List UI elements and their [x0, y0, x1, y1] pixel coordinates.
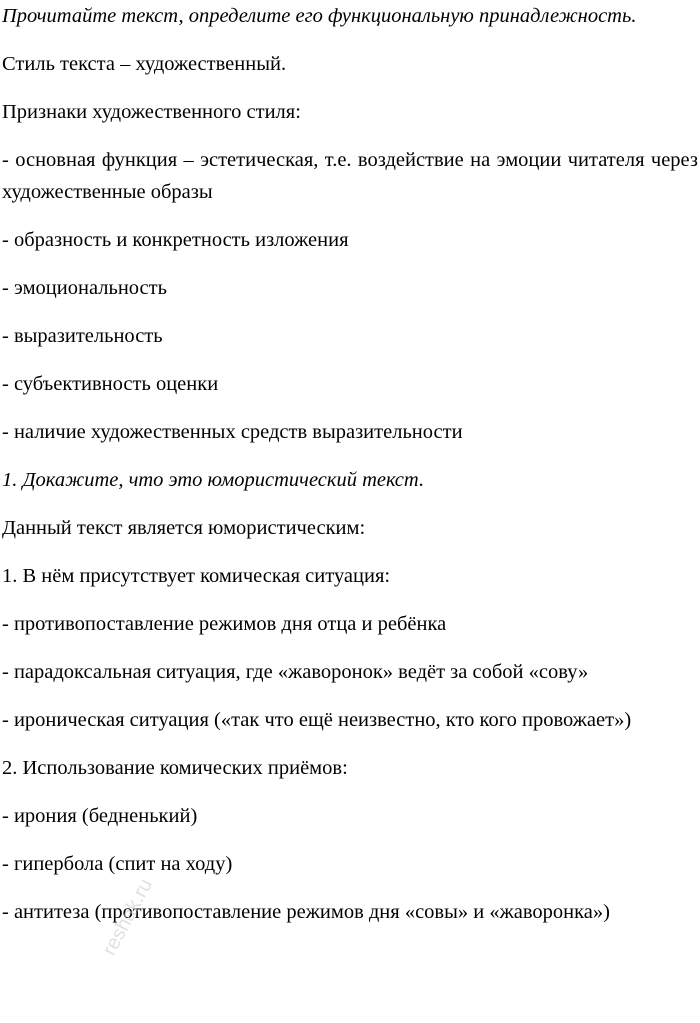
situation-item: - ироническая ситуация («так что ещё неизвестно, кто кого провожает»): [2, 709, 632, 731]
feature-item: - выразительность: [2, 325, 163, 347]
feature-item: - субъективность оценки: [2, 373, 219, 395]
feature-item: - эмоциональность: [2, 277, 167, 299]
style-features-heading: Признаки художественного стиля:: [2, 101, 301, 123]
document-body: [2, 0, 698, 944]
task-instruction: Прочитайте текст, определите его функциональную принадлежность.: [2, 5, 637, 27]
question-1: 1. Докажите, что это юмористический текст.: [2, 469, 425, 491]
technique-item: - ирония (бедненький): [2, 805, 198, 827]
technique-item: - антитеза (противопоставление режимов дня «совы» и «жаворонка»): [2, 901, 610, 923]
situation-item: - парадоксальная ситуация, где «жаворонок» ведёт за собой «сову»: [2, 661, 589, 683]
technique-item: - гипербола (спит на ходу): [2, 853, 233, 875]
feature-item: - образность и конкретность изложения: [2, 229, 349, 251]
feature-item: - наличие художественных средств выразительности: [2, 421, 463, 443]
answer-intro: Данный текст является юмористическим:: [2, 517, 366, 539]
watermark-text: reshak.ru: [98, 875, 157, 960]
answer-point-1: 1. В нём присутствует комическая ситуация:: [2, 565, 391, 587]
answer-point-2: 2. Использование комических приёмов:: [2, 757, 348, 779]
text-style-statement: Стиль текста – художественный.: [2, 53, 287, 75]
feature-item: - основная функция – эстетическая, т.е. воздействие на эмоции читателя через художественные образы: [2, 149, 698, 203]
situation-item: - противопоставление режимов дня отца и ребёнка: [2, 613, 447, 635]
